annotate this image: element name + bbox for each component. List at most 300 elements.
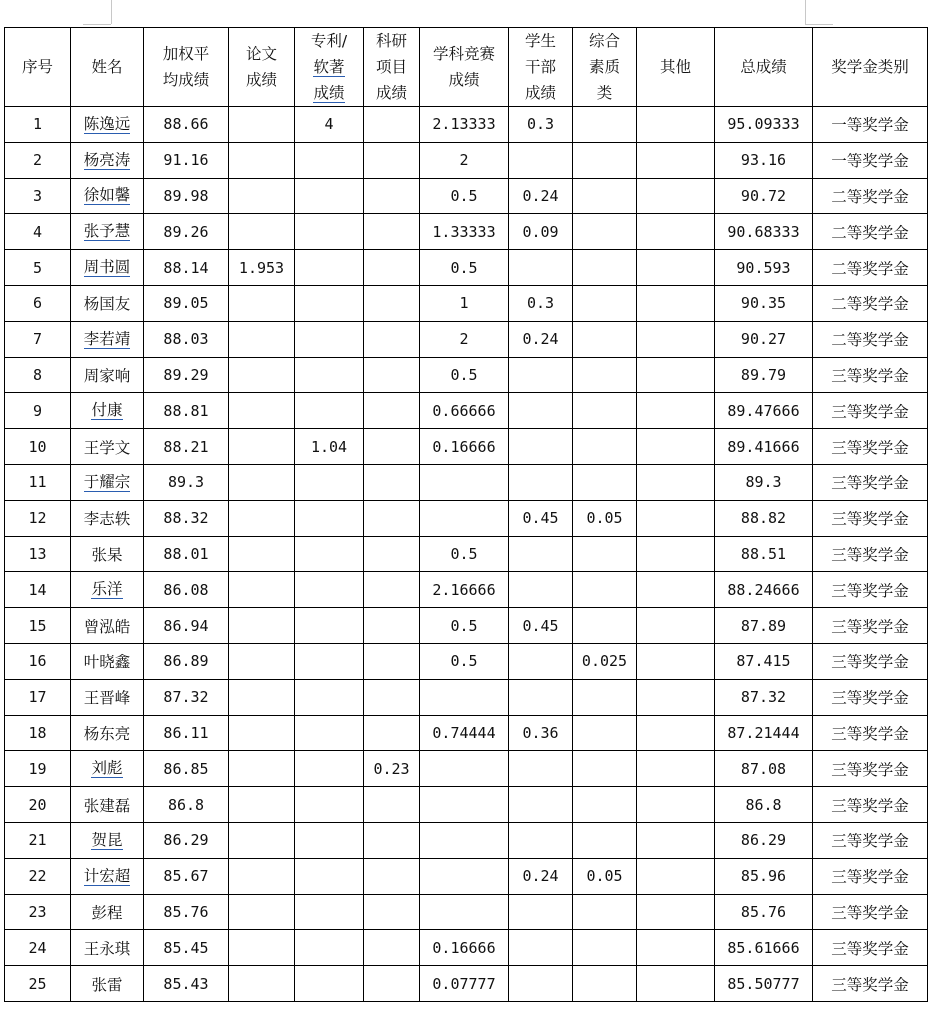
- cell-patent: [295, 572, 364, 608]
- cell-award: 三等奖学金: [813, 393, 928, 429]
- table-row: [5, 572, 928, 608]
- cell-patent: [295, 751, 364, 787]
- table-row: [5, 536, 928, 572]
- cell-other: [637, 930, 715, 966]
- header-award: 奖学金类别: [813, 28, 928, 107]
- cell-gpa: 89.3: [144, 464, 229, 500]
- cell-paper: [229, 715, 295, 751]
- cell-total: 88.82: [715, 500, 813, 536]
- cell-total: 87.89: [715, 608, 813, 644]
- cell-other: [637, 966, 715, 1002]
- table-row: [5, 679, 928, 715]
- cell-award: 三等奖学金: [813, 751, 928, 787]
- cell-gpa: 85.67: [144, 858, 229, 894]
- cell-paper: [229, 787, 295, 823]
- cell-research: [364, 500, 420, 536]
- cell-contest: 0.5: [420, 357, 509, 393]
- cell-patent: [295, 930, 364, 966]
- cell-gpa: 89.29: [144, 357, 229, 393]
- cell-quality: [573, 966, 637, 1002]
- cell-research: [364, 858, 420, 894]
- cell-paper: [229, 966, 295, 1002]
- cell-total: 87.415: [715, 643, 813, 679]
- cell-quality: [573, 357, 637, 393]
- cell-other: [637, 751, 715, 787]
- cell-total: 87.32: [715, 679, 813, 715]
- table-row: [5, 142, 928, 178]
- cell-quality: [573, 285, 637, 321]
- cell-contest: 0.74444: [420, 715, 509, 751]
- table-row: [5, 321, 928, 357]
- table-row: [5, 500, 928, 536]
- cell-total: 89.79: [715, 357, 813, 393]
- cell-research: [364, 357, 420, 393]
- cell-quality: [573, 822, 637, 858]
- student-name: 张予慧: [83, 222, 131, 241]
- table-row: [5, 930, 928, 966]
- table-row: [5, 285, 928, 321]
- cell-patent: [295, 214, 364, 250]
- cell-seq: 16: [5, 643, 71, 679]
- cell-award: 一等奖学金: [813, 142, 928, 178]
- cell-total: 90.27: [715, 321, 813, 357]
- table-row: [5, 429, 928, 465]
- cell-total: 86.29: [715, 822, 813, 858]
- cell-seq: 3: [5, 178, 71, 214]
- cell-name: 曾泓皓: [71, 608, 144, 644]
- cell-award: 三等奖学金: [813, 572, 928, 608]
- cell-quality: [573, 178, 637, 214]
- cell-contest: 1: [420, 285, 509, 321]
- cell-other: [637, 250, 715, 286]
- cell-paper: [229, 679, 295, 715]
- cell-other: [637, 429, 715, 465]
- cell-name: 杨东亮: [71, 715, 144, 751]
- cell-other: [637, 178, 715, 214]
- table-row: [5, 822, 928, 858]
- cell-paper: [229, 894, 295, 930]
- cell-patent: [295, 536, 364, 572]
- cell-gpa: 88.32: [144, 500, 229, 536]
- cell-gpa: 89.05: [144, 285, 229, 321]
- cell-contest: 2.16666: [420, 572, 509, 608]
- cell-name: 周家响: [71, 357, 144, 393]
- student-name: 李若靖: [83, 329, 131, 348]
- cell-other: [637, 285, 715, 321]
- table-row: [5, 214, 928, 250]
- cell-cadre: 0.3: [509, 107, 573, 143]
- cell-seq: 4: [5, 214, 71, 250]
- cell-paper: [229, 214, 295, 250]
- cell-quality: [573, 608, 637, 644]
- page-corner-mark: [83, 24, 111, 25]
- cell-contest: 0.5: [420, 178, 509, 214]
- cell-paper: [229, 107, 295, 143]
- cell-award: 三等奖学金: [813, 500, 928, 536]
- cell-quality: [573, 250, 637, 286]
- cell-total: 85.76: [715, 894, 813, 930]
- header-seq: 序号: [5, 28, 71, 107]
- cell-seq: 13: [5, 536, 71, 572]
- cell-award: 一等奖学金: [813, 107, 928, 143]
- student-name: 杨亮涛: [83, 150, 131, 169]
- cell-cadre: [509, 142, 573, 178]
- cell-contest: 0.16666: [420, 930, 509, 966]
- cell-research: [364, 393, 420, 429]
- cell-patent: [295, 285, 364, 321]
- cell-research: [364, 178, 420, 214]
- cell-other: [637, 715, 715, 751]
- cell-name: 张建磊: [71, 787, 144, 823]
- cell-total: 89.41666: [715, 429, 813, 465]
- student-name: 周书圆: [83, 258, 131, 277]
- cell-gpa: 85.76: [144, 894, 229, 930]
- cell-gpa: 87.32: [144, 679, 229, 715]
- cell-quality: 0.025: [573, 643, 637, 679]
- table-row: [5, 751, 928, 787]
- cell-total: 90.593: [715, 250, 813, 286]
- cell-contest: 2.13333: [420, 107, 509, 143]
- cell-other: [637, 393, 715, 429]
- cell-other: [637, 214, 715, 250]
- header-patent: 专利/ 软著 成绩: [295, 28, 364, 107]
- cell-quality: [573, 536, 637, 572]
- cell-patent: [295, 608, 364, 644]
- cell-paper: [229, 285, 295, 321]
- scholarship-table: [4, 27, 928, 1002]
- header-research: 科研 项目 成绩: [364, 28, 420, 107]
- cell-patent: [295, 894, 364, 930]
- cell-quality: [573, 930, 637, 966]
- cell-name: [71, 214, 144, 250]
- cell-quality: [573, 464, 637, 500]
- cell-paper: [229, 858, 295, 894]
- cell-contest: 0.5: [420, 250, 509, 286]
- cell-name: 王晋峰: [71, 679, 144, 715]
- table-row: [5, 787, 928, 823]
- cell-quality: [573, 107, 637, 143]
- cell-contest: 2: [420, 142, 509, 178]
- cell-contest: 0.5: [420, 536, 509, 572]
- cell-name: [71, 858, 144, 894]
- cell-contest: 0.5: [420, 608, 509, 644]
- cell-name: 王学文: [71, 429, 144, 465]
- cell-seq: 23: [5, 894, 71, 930]
- cell-award: 二等奖学金: [813, 321, 928, 357]
- cell-contest: 2: [420, 321, 509, 357]
- cell-other: [637, 894, 715, 930]
- cell-contest: 0.16666: [420, 429, 509, 465]
- cell-research: [364, 894, 420, 930]
- header-contest: 学科竞赛 成绩: [420, 28, 509, 107]
- cell-gpa: 89.26: [144, 214, 229, 250]
- cell-gpa: 86.89: [144, 643, 229, 679]
- student-name: 徐如馨: [83, 186, 131, 205]
- cell-patent: 1.04: [295, 429, 364, 465]
- cell-paper: [229, 500, 295, 536]
- cell-cadre: 0.24: [509, 321, 573, 357]
- cell-patent: [295, 250, 364, 286]
- student-name: 乐洋: [91, 580, 123, 599]
- cell-seq: 20: [5, 787, 71, 823]
- cell-gpa: 85.43: [144, 966, 229, 1002]
- cell-award: 三等奖学金: [813, 894, 928, 930]
- cell-research: [364, 822, 420, 858]
- cell-cadre: [509, 966, 573, 1002]
- cell-seq: 12: [5, 500, 71, 536]
- cell-patent: [295, 822, 364, 858]
- cell-seq: 5: [5, 250, 71, 286]
- table-row: [5, 464, 928, 500]
- cell-quality: 0.05: [573, 500, 637, 536]
- cell-cadre: 0.24: [509, 858, 573, 894]
- cell-total: 88.24666: [715, 572, 813, 608]
- cell-contest: [420, 858, 509, 894]
- cell-research: [364, 930, 420, 966]
- cell-cadre: [509, 250, 573, 286]
- header-gpa: 加权平 均成绩: [144, 28, 229, 107]
- cell-quality: [573, 321, 637, 357]
- cell-paper: [229, 321, 295, 357]
- cell-quality: [573, 894, 637, 930]
- cell-total: 93.16: [715, 142, 813, 178]
- cell-quality: [573, 142, 637, 178]
- cell-cadre: [509, 787, 573, 823]
- cell-gpa: 85.45: [144, 930, 229, 966]
- table-row: [5, 608, 928, 644]
- cell-patent: [295, 142, 364, 178]
- cell-award: 三等奖学金: [813, 679, 928, 715]
- cell-cadre: [509, 930, 573, 966]
- cell-patent: [295, 464, 364, 500]
- cell-cadre: [509, 572, 573, 608]
- cell-total: 87.08: [715, 751, 813, 787]
- cell-award: 二等奖学金: [813, 214, 928, 250]
- cell-patent: [295, 858, 364, 894]
- cell-seq: 11: [5, 464, 71, 500]
- cell-research: [364, 715, 420, 751]
- header-paper: 论文 成绩: [229, 28, 295, 107]
- cell-cadre: 0.36: [509, 715, 573, 751]
- cell-patent: [295, 787, 364, 823]
- cell-cadre: 0.3: [509, 285, 573, 321]
- cell-cadre: 0.45: [509, 608, 573, 644]
- cell-cadre: 0.24: [509, 178, 573, 214]
- cell-seq: 25: [5, 966, 71, 1002]
- cell-research: [364, 464, 420, 500]
- cell-seq: 18: [5, 715, 71, 751]
- cell-paper: [229, 357, 295, 393]
- page-corner-mark: [805, 0, 806, 24]
- cell-patent: [295, 500, 364, 536]
- cell-quality: [573, 429, 637, 465]
- table-row: [5, 715, 928, 751]
- cell-other: [637, 822, 715, 858]
- header-row: [5, 28, 928, 107]
- cell-other: [637, 357, 715, 393]
- cell-contest: [420, 894, 509, 930]
- table-row: [5, 643, 928, 679]
- cell-other: [637, 572, 715, 608]
- cell-total: 87.21444: [715, 715, 813, 751]
- cell-paper: [229, 751, 295, 787]
- cell-award: 三等奖学金: [813, 966, 928, 1002]
- cell-total: 86.8: [715, 787, 813, 823]
- cell-seq: 7: [5, 321, 71, 357]
- cell-quality: [573, 751, 637, 787]
- table-row: [5, 894, 928, 930]
- cell-name: [71, 178, 144, 214]
- cell-award: 三等奖学金: [813, 858, 928, 894]
- cell-contest: 0.07777: [420, 966, 509, 1002]
- cell-cadre: 0.09: [509, 214, 573, 250]
- cell-total: 89.3: [715, 464, 813, 500]
- cell-quality: [573, 787, 637, 823]
- cell-patent: [295, 643, 364, 679]
- cell-gpa: 86.08: [144, 572, 229, 608]
- header-quality: 综合 素质 类: [573, 28, 637, 107]
- cell-name: [71, 142, 144, 178]
- cell-quality: [573, 715, 637, 751]
- cell-award: 二等奖学金: [813, 285, 928, 321]
- cell-research: [364, 679, 420, 715]
- cell-name: [71, 822, 144, 858]
- cell-award: 三等奖学金: [813, 930, 928, 966]
- cell-total: 85.50777: [715, 966, 813, 1002]
- cell-seq: 17: [5, 679, 71, 715]
- cell-cadre: [509, 464, 573, 500]
- table-row: [5, 107, 928, 143]
- cell-research: [364, 321, 420, 357]
- cell-name: [71, 751, 144, 787]
- page-corner-mark: [111, 0, 112, 24]
- cell-seq: 1: [5, 107, 71, 143]
- cell-quality: [573, 214, 637, 250]
- table-row: [5, 178, 928, 214]
- cell-other: [637, 858, 715, 894]
- cell-contest: [420, 679, 509, 715]
- cell-total: 89.47666: [715, 393, 813, 429]
- cell-gpa: 91.16: [144, 142, 229, 178]
- cell-paper: [229, 464, 295, 500]
- cell-paper: [229, 822, 295, 858]
- cell-patent: [295, 178, 364, 214]
- cell-total: 88.51: [715, 536, 813, 572]
- header-total: 总成绩: [715, 28, 813, 107]
- cell-cadre: [509, 536, 573, 572]
- cell-quality: [573, 572, 637, 608]
- student-name: 陈逸远: [83, 114, 131, 133]
- cell-other: [637, 500, 715, 536]
- cell-award: 三等奖学金: [813, 643, 928, 679]
- cell-research: [364, 966, 420, 1002]
- cell-seq: 9: [5, 393, 71, 429]
- cell-research: 0.23: [364, 751, 420, 787]
- cell-name: 张雷: [71, 966, 144, 1002]
- cell-cadre: [509, 357, 573, 393]
- header-cadre: 学生 干部 成绩: [509, 28, 573, 107]
- cell-research: [364, 285, 420, 321]
- cell-name: [71, 321, 144, 357]
- cell-other: [637, 464, 715, 500]
- cell-contest: 1.33333: [420, 214, 509, 250]
- cell-paper: 1.953: [229, 250, 295, 286]
- cell-research: [364, 107, 420, 143]
- cell-award: 三等奖学金: [813, 357, 928, 393]
- cell-name: [71, 572, 144, 608]
- cell-cadre: [509, 429, 573, 465]
- cell-paper: [229, 608, 295, 644]
- cell-name: [71, 393, 144, 429]
- cell-name: [71, 250, 144, 286]
- cell-research: [364, 214, 420, 250]
- cell-name: 杨国友: [71, 285, 144, 321]
- cell-seq: 24: [5, 930, 71, 966]
- cell-seq: 22: [5, 858, 71, 894]
- cell-name: 李志轶: [71, 500, 144, 536]
- cell-patent: [295, 357, 364, 393]
- cell-cadre: [509, 643, 573, 679]
- cell-total: 90.72: [715, 178, 813, 214]
- cell-gpa: 86.94: [144, 608, 229, 644]
- cell-research: [364, 250, 420, 286]
- cell-gpa: 88.81: [144, 393, 229, 429]
- cell-patent: [295, 966, 364, 1002]
- cell-paper: [229, 930, 295, 966]
- cell-seq: 19: [5, 751, 71, 787]
- cell-paper: [229, 643, 295, 679]
- cell-seq: 21: [5, 822, 71, 858]
- cell-patent: [295, 393, 364, 429]
- cell-gpa: 88.66: [144, 107, 229, 143]
- cell-contest: 0.5: [420, 643, 509, 679]
- header-other: 其他: [637, 28, 715, 107]
- cell-paper: [229, 536, 295, 572]
- cell-award: 三等奖学金: [813, 536, 928, 572]
- cell-cadre: [509, 894, 573, 930]
- cell-contest: [420, 464, 509, 500]
- cell-gpa: 88.21: [144, 429, 229, 465]
- cell-other: [637, 321, 715, 357]
- student-name: 于耀宗: [83, 472, 131, 491]
- cell-research: [364, 429, 420, 465]
- table-row: [5, 357, 928, 393]
- cell-total: 90.68333: [715, 214, 813, 250]
- cell-paper: [229, 142, 295, 178]
- cell-total: 85.61666: [715, 930, 813, 966]
- cell-name: 王永琪: [71, 930, 144, 966]
- cell-gpa: 86.11: [144, 715, 229, 751]
- cell-seq: 14: [5, 572, 71, 608]
- cell-name: 张杲: [71, 536, 144, 572]
- cell-paper: [229, 178, 295, 214]
- cell-patent: [295, 321, 364, 357]
- page-corner-mark: [805, 24, 833, 25]
- cell-award: 三等奖学金: [813, 464, 928, 500]
- cell-other: [637, 608, 715, 644]
- cell-award: 三等奖学金: [813, 787, 928, 823]
- cell-contest: 0.66666: [420, 393, 509, 429]
- cell-quality: 0.05: [573, 858, 637, 894]
- cell-quality: [573, 679, 637, 715]
- cell-gpa: 88.14: [144, 250, 229, 286]
- cell-gpa: 89.98: [144, 178, 229, 214]
- cell-cadre: [509, 751, 573, 787]
- cell-seq: 8: [5, 357, 71, 393]
- cell-paper: [229, 393, 295, 429]
- cell-other: [637, 536, 715, 572]
- cell-research: [364, 643, 420, 679]
